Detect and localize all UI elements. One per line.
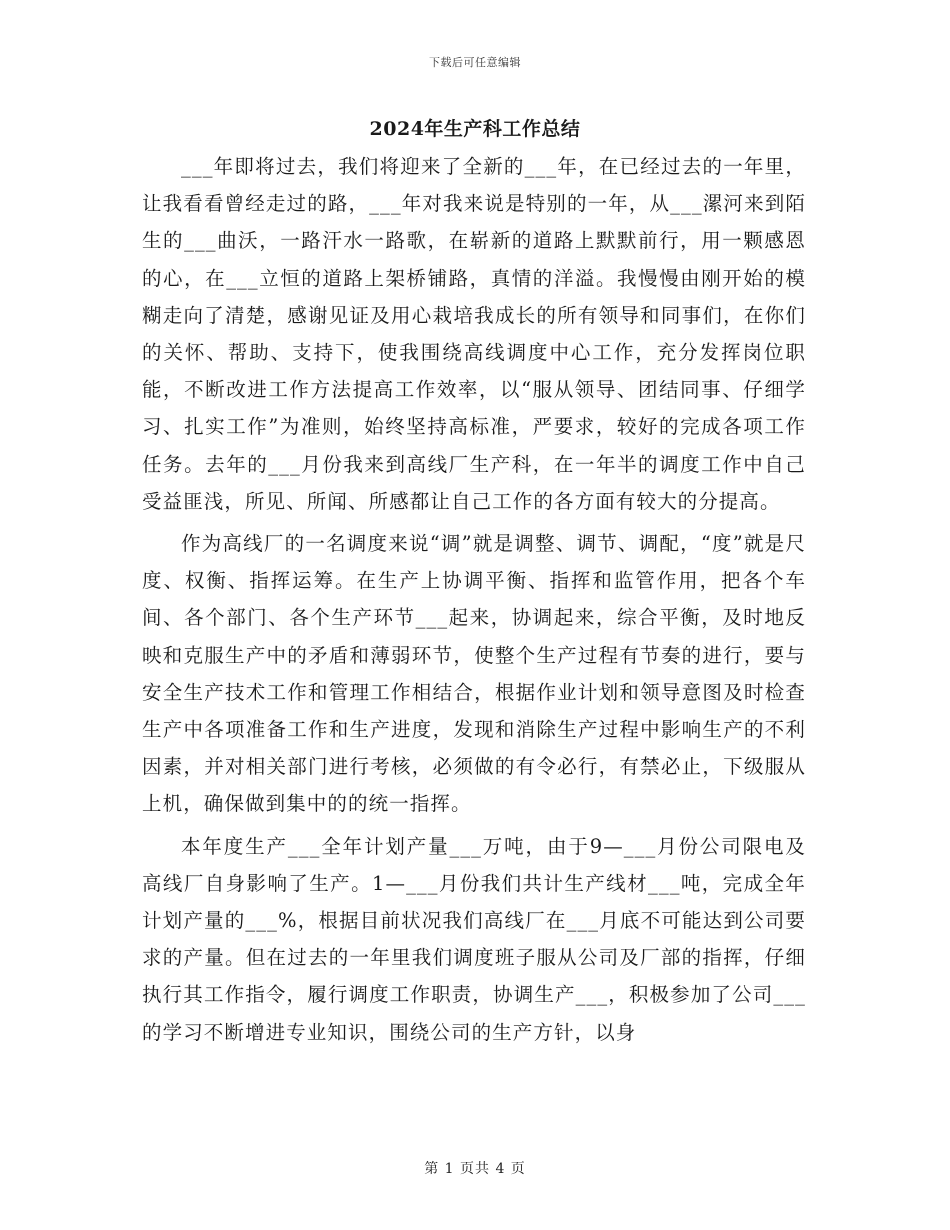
paragraph-3: 本年度生产___全年计划产量___万吨，由于9—___月份公司限电及高线厂自身影响了生产。1—___月份我们共计生产线材___吨，完成全年计划产量的___%，根据目前状况我们高线厂在___月底不可能达到公司要求的产量。但在过去的一年里我们调度班子服从公司及厂部的指挥，仔细执行其工作指令，履行调度工作职责，协调生产___，积极参加了公司___的学习不断增进专业知识，围绕公司的生产方针，以身	[142, 834, 806, 1044]
header-note: 下载后可任意编辑	[429, 56, 521, 69]
page-number: 第 1 页共 4 页	[424, 1161, 526, 1177]
document-title: 2024年生产科工作总结	[369, 118, 581, 140]
paragraph-1: ___年即将过去，我们将迎来了全新的___年，在已经过去的一年里，让我看看曾经走过的路，___年对我来说是特别的一年，从___漯河来到陌生的___曲沃，一路汗水一路歌，在崭新的道路上默默前行，用一颗感恩的心，在___立恒的道路上架桥铺路，真情的洋溢。我慢慢由刚开始的模糊走向了清楚，感谢见证及用心栽培我成长的所有领导和同事们，在你们的关怀、帮助、支持下，使我围绕高线调度中心工作，充分发挥岗位职能，不断改进工作方法提高工作效率，以“服从领导、团结同事、仔细学习、扎实工作”为准则，始终坚持高标准，严要求，较好的完成各项工作任务。去年的___月份我来到高线厂生产科，在一年半的调度工作中自己受益匪浅，所见、所闻、所感都让自己工作的各方面有较大的分提高。	[142, 155, 806, 513]
document-body	[142, 148, 806, 1051]
paragraph-2: 作为高线厂的一名调度来说“调”就是调整、调节、调配，“度”就是尺度、权衡、指挥运筹。在生产上协调平衡、指挥和监管作用，把各个车间、各个部门、各个生产环节___起来，协调起来，综合平衡，及时地反映和克服生产中的矛盾和薄弱环节，使整个生产过程有节奏的进行，要与安全生产技术工作和管理工作相结合，根据作业计划和领导意图及时检查生产中各项准备工作和生产进度，发现和消除生产过程中影响生产的不利因素，并对相关部门进行考核，必须做的有令必行，有禁必止，下级服从上机，确保做到集中的的统一指挥。	[142, 532, 806, 816]
